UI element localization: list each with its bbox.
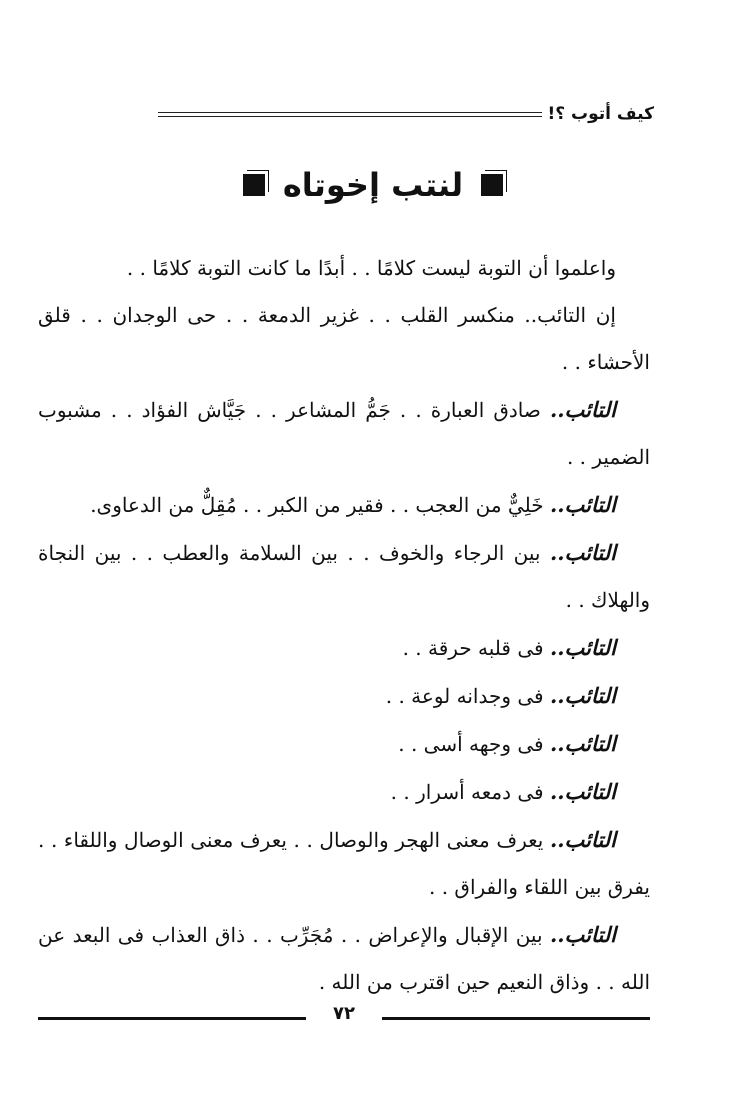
header-double-rule — [158, 112, 542, 117]
square-ornament-icon — [243, 174, 265, 196]
paragraph — [38, 672, 650, 720]
paragraph — [38, 720, 650, 768]
square-ornament-icon — [481, 174, 503, 196]
paragraph-text: فى دمعه أسرار . . — [390, 780, 550, 804]
paragraph — [38, 768, 650, 816]
paragraph-text: فى وجهه أسى . . — [398, 732, 550, 756]
paragraph-lead: التائب.. — [549, 540, 616, 565]
footer-rule-right — [382, 1017, 650, 1020]
paragraph-text: صادق العبارة . . جَمُّ المشاعر . . جَيَّاش الفؤاد . . مشبوب الضمير . . — [38, 398, 650, 469]
section-title: لنتب إخوتاه — [282, 166, 464, 204]
paragraph — [38, 245, 650, 292]
paragraph-lead: التائب.. — [549, 635, 616, 660]
paragraph — [38, 529, 650, 624]
paragraph — [38, 481, 650, 529]
running-header — [30, 100, 654, 130]
paragraph-text: واعلموا أن التوبة ليست كلامًا . . أبدًا ما كانت التوبة كلامًا . . — [126, 256, 616, 280]
page-number: ٧٢ — [333, 1003, 355, 1024]
paragraph-text: بين الرجاء والخوف . . بين السلامة والعطب . . بين النجاة والهلاك . . — [38, 541, 650, 612]
paragraph — [38, 816, 650, 911]
paragraph-lead: التائب.. — [549, 683, 616, 708]
paragraph-text: خَلِيٌّ من العجب . . فقير من الكبر . . مُقِلٌّ من الدعاوى. — [90, 493, 550, 517]
paragraph-lead: التائب.. — [549, 827, 616, 852]
paragraph-lead: التائب.. — [549, 492, 616, 517]
paragraph-lead: التائب.. — [549, 779, 616, 804]
paragraph-text: يعرف معنى الهجر والوصال . . يعرف معنى الوصال واللقاء . . يفرق بين اللقاء والفراق . . — [38, 828, 650, 899]
paragraph — [38, 386, 650, 481]
paragraph — [38, 624, 650, 672]
body-text — [38, 245, 650, 1006]
section-title-row — [0, 155, 746, 215]
running-header-title: كيف أتوب ؟! — [547, 104, 654, 124]
page-footer — [38, 1005, 650, 1031]
paragraph — [38, 292, 650, 386]
paragraph-text: فى قلبه حرقة . . — [402, 636, 550, 660]
paragraph-text: بين الإقبال والإعراض . . مُجَرِّب . . ذاق العذاب فى البعد عن الله . . وذاق النعيم حين اقترب من الله . — [38, 923, 650, 994]
paragraph-lead: التائب.. — [549, 397, 616, 422]
paragraph-lead: التائب.. — [549, 731, 616, 756]
paragraph — [38, 911, 650, 1006]
paragraph-lead: التائب.. — [549, 922, 616, 947]
paragraph-text: فى وجدانه لوعة . . — [385, 684, 550, 708]
paragraph-text: إن التائب.. منكسر القلب . . غزير الدمعة . . حى الوجدان . . قلق الأحشاء . . — [38, 303, 650, 374]
